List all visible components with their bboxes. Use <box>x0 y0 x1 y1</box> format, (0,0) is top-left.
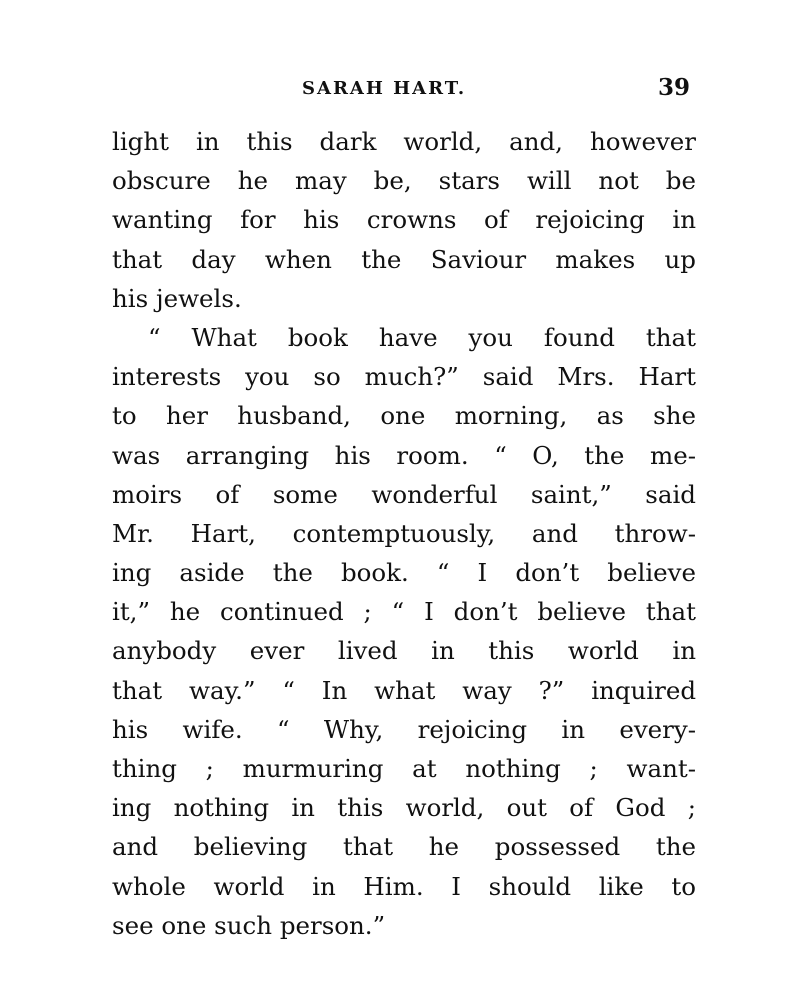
text-line: light in this dark world, and, however <box>112 127 696 156</box>
text-line: was arranging his room. “ O, the me- <box>112 440 696 470</box>
text-line: whole world in Him. I should like to <box>112 871 696 901</box>
running-title: SARAH HART. <box>302 78 467 99</box>
text-line: ing aside the book. “ I don’t believe <box>112 558 696 588</box>
text-line: his wife. “ Why, rejoicing in every- <box>112 714 696 744</box>
text-line: Mr. Hart, contemptuously, and throw- <box>112 518 696 548</box>
running-head <box>112 74 692 108</box>
text-line: and believing that he possessed the <box>112 832 696 862</box>
text-line: to her husband, one morning, as she <box>112 401 696 431</box>
text-line: obscure he may be, stars will not be <box>112 166 696 196</box>
text-line: it,” he continued ; “ I don’t believe that <box>112 597 696 627</box>
text-line: interests you so much?” said Mrs. Hart <box>112 362 696 392</box>
text-line: thing ; murmuring at nothing ; want- <box>112 754 696 783</box>
text-line: see one such person.” <box>112 910 386 940</box>
text-line: ing nothing in this world, out of God ; <box>112 793 696 823</box>
text-line: moirs of some wonderful saint,” said <box>112 479 696 509</box>
page-number: 39 <box>657 74 690 101</box>
text-line: his jewels. <box>112 283 242 313</box>
text-line: “ What book have you found that <box>148 322 696 352</box>
text-line: wanting for his crowns of rejoicing in <box>112 205 696 235</box>
text-line: that day when the Saviour makes up <box>112 244 696 274</box>
text-line: that way.” “ In what way ?” inquired <box>112 675 696 705</box>
text-line: anybody ever lived in this world in <box>112 636 696 666</box>
body-text <box>112 122 696 945</box>
